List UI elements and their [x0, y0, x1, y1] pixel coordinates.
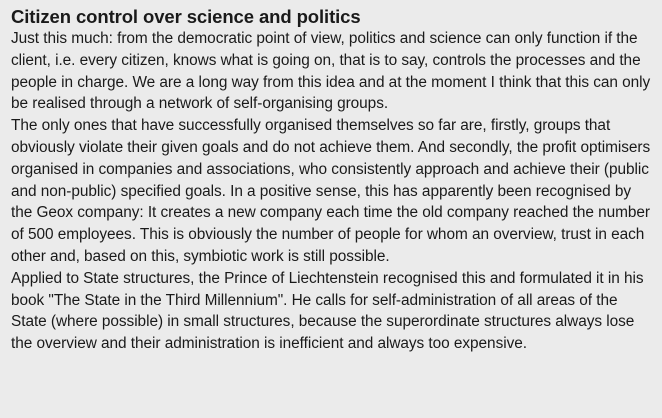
paragraph-intro: Just this much: from the democratic point of view, politics and science can only function if the client, i.e. every citizen, knows what is going on, that is to say, controls the processes and the people in charge. We are a long way from this idea and at the moment I think that this can only be realised through a network of self-organising groups.: [11, 30, 651, 113]
paragraph-state-structures: Applied to State structures, the Prince of Liechtenstein recognised this and formulated it in his book "The State in the Third Millennium". He calls for self-administration of all areas of the State (where possible) in small structures, because the superordinate structures always lose the overview and their administration is inefficient and always too expensive.: [11, 269, 644, 353]
article-title: Citizen control over science and politics: [11, 6, 361, 27]
paragraph-organised-groups: The only ones that have successfully organised themselves so far are, firstly, groups that obviously violate their given goals and do not achieve them. And secondly, the profit optimisers organised in companies and associations, who consistently approach and achieve their (public and non-public) specified goals. In a positive sense, this has apparently been recognised by the Geox company: It creates a new company each time the old company reached the number of 500 employees. This is obviously the number of people for whom an overview, trust in each other and, based on this, symbiotic work is still possible.: [11, 117, 651, 265]
